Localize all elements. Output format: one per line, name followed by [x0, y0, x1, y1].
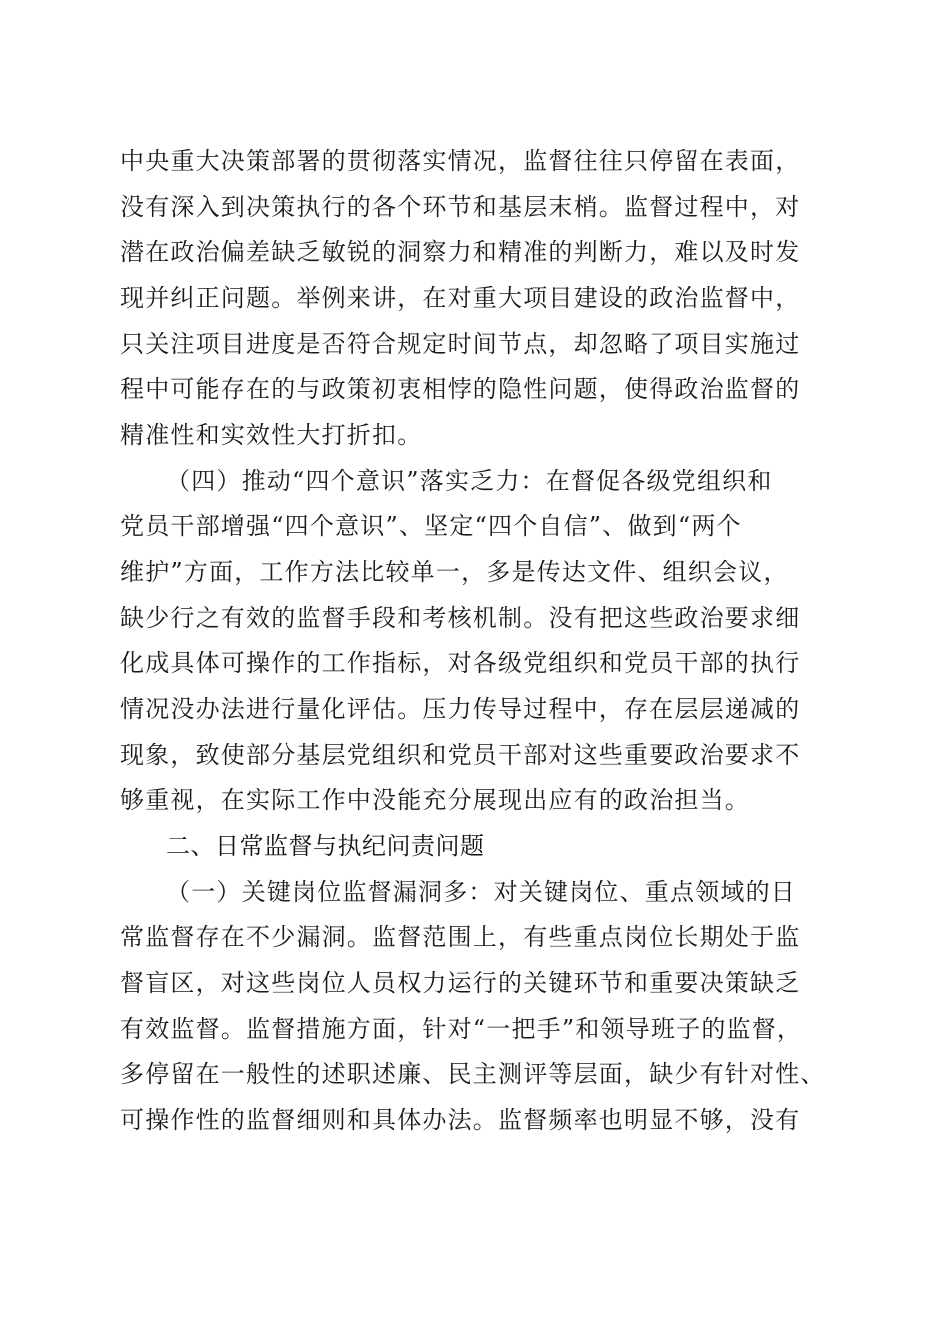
paragraph-line: 程中可能存在的与政策初衷相悖的隐性问题，使得政治监督的	[120, 375, 801, 403]
paragraph-line: （一）关键岗位监督漏洞多：对关键岗位、重点领域的日	[166, 878, 796, 906]
paragraph-line: 只关注项目进度是否符合规定时间节点，却忽略了项目实施过	[120, 330, 801, 358]
paragraph-line: 党员干部增强“四个意识”、坚定“四个自信”、做到“两个	[120, 512, 742, 540]
paragraph-line: 中央重大决策部署的贯彻落实情况，监督往往只停留在表面，	[120, 147, 801, 175]
paragraph-line: （四）推动“四个意识”落实乏力：在督促各级党组织和	[166, 467, 773, 495]
paragraph-line: 够重视，在实际工作中没能充分展现出应有的政治担当。	[120, 786, 750, 814]
paragraph-line: 可操作性的监督细则和具体办法。监督频率也明显不够，没有	[120, 1106, 801, 1134]
paragraph-line: 现并纠正问题。举例来讲，在对重大项目建设的政治监督中，	[120, 284, 801, 312]
paragraph-line: 维护”方面，工作方法比较单一，多是传达文件、组织会议，	[120, 558, 789, 586]
paragraph-line: 潜在政治偏差缺乏敏锐的洞察力和精准的判断力，难以及时发	[120, 238, 801, 266]
paragraph-line: 化成具体可操作的工作指标，对各级党组织和党员干部的执行	[120, 649, 801, 677]
paragraph-line: 督盲区，对这些岗位人员权力运行的关键环节和重要决策缺乏	[120, 969, 801, 997]
paragraph-line: 没有深入到决策执行的各个环节和基层末梢。监督过程中，对	[120, 193, 801, 221]
paragraph-line: 缺少行之有效的监督手段和考核机制。没有把这些政治要求细	[120, 604, 801, 632]
section-heading: 二、日常监督与执纪问责问题	[166, 832, 485, 860]
paragraph-line: 情况没办法进行量化评估。压力传导过程中，存在层层递减的	[120, 695, 801, 723]
paragraph-line: 多停留在一般性的述职述廉、民主测评等层面，缺少有针对性、	[120, 1060, 826, 1088]
paragraph-line: 有效监督。监督措施方面，针对“一把手”和领导班子的监督，	[120, 1015, 803, 1043]
paragraph-line: 常监督存在不少漏洞。监督范围上，有些重点岗位长期处于监	[120, 923, 801, 951]
paragraph-line: 现象，致使部分基层党组织和党员干部对这些重要政治要求不	[120, 741, 801, 769]
paragraph-line: 精准性和实效性大打折扣。	[120, 421, 423, 449]
